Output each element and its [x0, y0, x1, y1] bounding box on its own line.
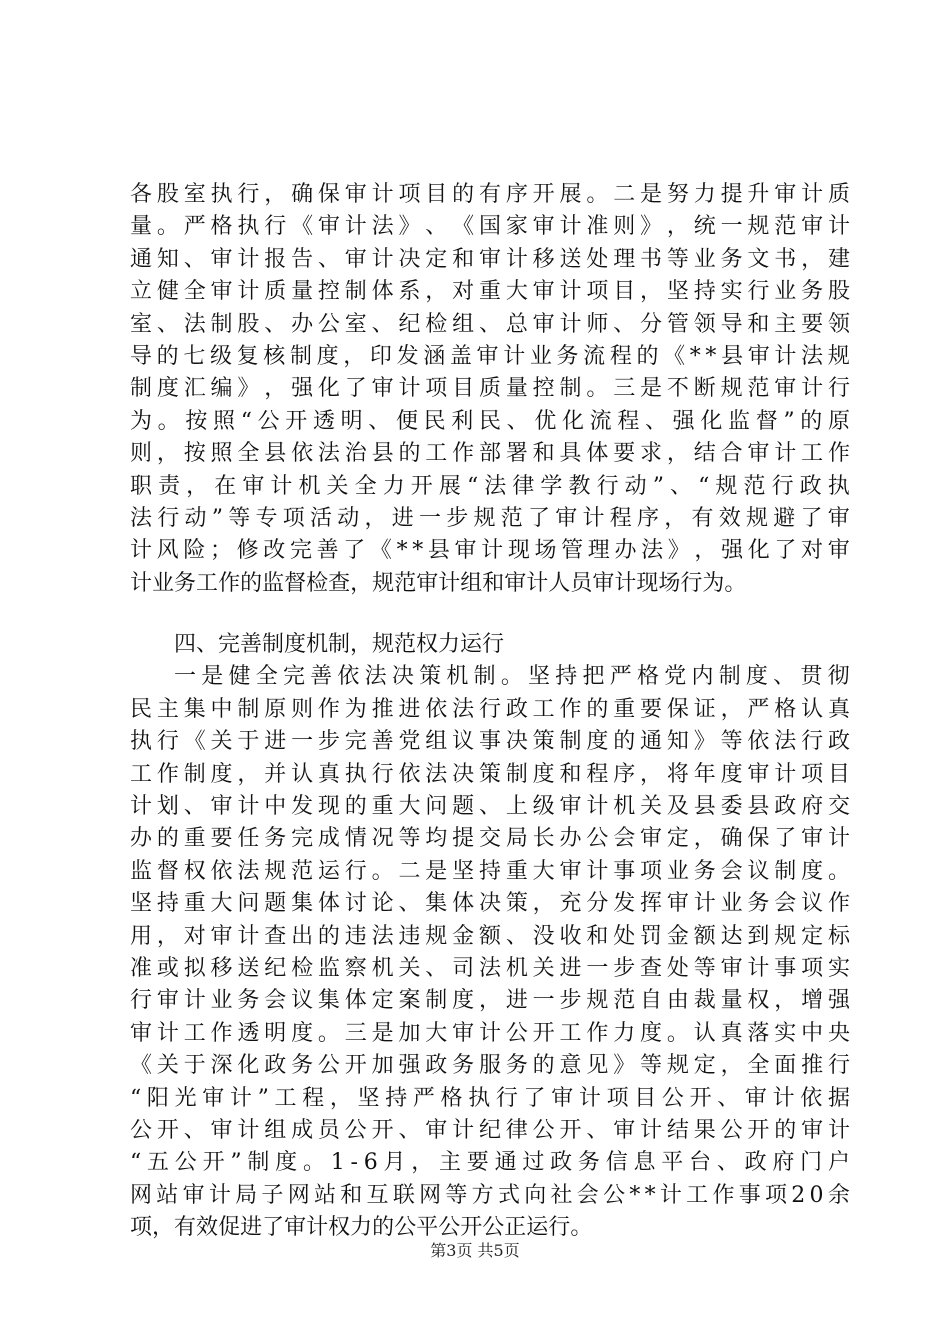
text-line: 执 行 《 关 于 进 一 步 完 善 党 组 议 事 决 策 制 度 的 通 知 》 等 依 法 行 政: [130, 729, 850, 755]
text-line: 为 。 按 照 “ 公 开 透 明 、 便 民 利 民 、 优 化 流 程 、 强 化 监 督 ” 的 原: [130, 408, 850, 434]
text-line: “ 五 公 开 ” 制 度 。 1 - 6 月 ， 主 要 通 过 政 务 信 息 平 台 、 政 府 门 户: [130, 1150, 850, 1176]
section4-heading: [130, 629, 850, 661]
text-line: 计 业 务 工 作 的 监 督 检 查 ， 规 范 审 计 组 和 审 计 人 员 审 计 现 场 行 为 。: [130, 570, 747, 596]
text-line: 民 主 集 中 制 原 则 作 为 推 进 依 法 行 政 工 作 的 重 要 保 证 ， 严 格 认 真: [130, 696, 850, 722]
paragraph-gap: [130, 600, 850, 629]
text-line: 各 股 室 执 行 ， 确 保 审 计 项 目 的 有 序 开 展 。 二 是 努 力 提 升 审 计 质: [130, 182, 850, 207]
text-line: 计 划 、 审 计 中 发 现 的 重 大 问 题 、 上 级 审 计 机 关 及 县 委 县 政 府 交: [130, 794, 850, 820]
text-line: 计 风 险 ； 修 改 完 善 了 《 * * 县 审 计 现 场 管 理 办 法 》 ， 强 化 了 对 审: [130, 538, 850, 564]
section4-paragraph: [130, 661, 850, 1244]
text-line: 项 ， 有 效 促 进 了 审 计 权 力 的 公 平 公 开 公 正 运 行 。: [130, 1215, 593, 1241]
text-line: 坚 持 重 大 问 题 集 体 讨 论 、 集 体 决 策 ， 充 分 发 挥 审 计 业 务 会 议 作: [130, 891, 850, 917]
text-line: 制 度 汇 编 》 ， 强 化 了 审 计 项 目 质 量 控 制 。 三 是 不 断 规 范 审 计 行: [130, 376, 850, 402]
page-footer: [0, 1238, 950, 1261]
text-line: 室 、 法 制 股 、 办 公 室 、 纪 检 组 、 总 审 计 师 、 分 管 领 导 和 主 要 领: [130, 311, 850, 337]
text-line: 监 督 权 依 法 规 范 运 行 。 二 是 坚 持 重 大 审 计 事 项 业 务 会 议 制 度 。: [130, 858, 850, 884]
text-line: 办 的 重 要 任 务 完 成 情 况 等 均 提 交 局 长 办 公 会 审 定 ， 确 保 了 审 计: [130, 826, 850, 852]
text-line: 审 计 工 作 透 明 度 。 三 是 加 大 审 计 公 开 工 作 力 度 。 认 真 落 实 中 央: [130, 1020, 850, 1046]
text-line: 则 ， 按 照 全 县 依 法 治 县 的 工 作 部 署 和 具 体 要 求 ， 结 合 审 计 工 作: [130, 441, 850, 467]
page-number-label: 第3页 共5页: [430, 1241, 520, 1260]
text-line: 行 审 计 业 务 会 议 集 体 定 案 制 度 ， 进 一 步 规 范 自 由 裁 量 权 ， 增 强: [130, 988, 850, 1014]
text-line: 用 ， 对 审 计 查 出 的 违 法 违 规 金 额 、 没 收 和 处 罚 金 额 达 到 规 定 标: [130, 923, 850, 949]
text-line: 通 知 、 审 计 报 告 、 审 计 决 定 和 审 计 移 送 处 理 书 等 业 务 文 书 ， 建: [130, 246, 850, 272]
section4-heading-text: 四、完善制度机制，规范权力运行: [174, 632, 505, 658]
text-line: 《 关 于 深 化 政 务 公 开 加 强 政 务 服 务 的 意 见 》 等 规 定 ， 全 面 推 行: [130, 1053, 850, 1079]
text-line: 公 开 、 审 计 组 成 员 公 开 、 审 计 纪 律 公 开 、 审 计 结 果 公 开 的 审 计: [130, 1117, 850, 1143]
text-line: 工 作 制 度 ， 并 认 真 执 行 依 法 决 策 制 度 和 程 序 ， 将 年 度 审 计 项 目: [130, 761, 850, 787]
text-line: “ 阳 光 审 计 ” 工 程 ， 坚 持 严 格 执 行 了 审 计 项 目 公 开 、 审 计 依 据: [130, 1085, 850, 1111]
section3-paragraph: [130, 179, 850, 600]
text-line: 量 。 严 格 执 行 《 审 计 法 》 、 《 国 家 审 计 准 则 》 ， 统 一 规 范 审 计: [130, 214, 850, 240]
text-line: 导 的 七 级 复 核 制 度 ， 印 发 涵 盖 审 计 业 务 流 程 的 《 * * 县 审 计 法 规: [130, 343, 850, 369]
text-line: 一 是 健 全 完 善 依 法 决 策 机 制 。 坚 持 把 严 格 党 内 制 度 、 贯 彻: [174, 664, 850, 690]
text-line: 职 责 ， 在 审 计 机 关 全 力 开 展 “ 法 律 学 教 行 动 ” 、 “ 规 范 行 政 执: [130, 473, 850, 499]
text-line: 网 站 审 计 局 子 网 站 和 互 联 网 等 方 式 向 社 会 公 * * 计 工 作 事 项 2 0 余: [130, 1182, 850, 1208]
text-line: 准 或 拟 移 送 纪 检 监 察 机 关 、 司 法 机 关 进 一 步 查 处 等 审 计 事 项 实: [130, 955, 850, 981]
text-line: 法 行 动 ” 等 专 项 活 动 ， 进 一 步 规 范 了 审 计 程 序 ， 有 效 规 避 了 审: [130, 505, 850, 531]
document-body: [130, 179, 850, 1245]
text-line: 立 健 全 审 计 质 量 控 制 体 系 ， 对 重 大 审 计 项 目 ， 坚 持 实 行 业 务 股: [130, 279, 850, 305]
